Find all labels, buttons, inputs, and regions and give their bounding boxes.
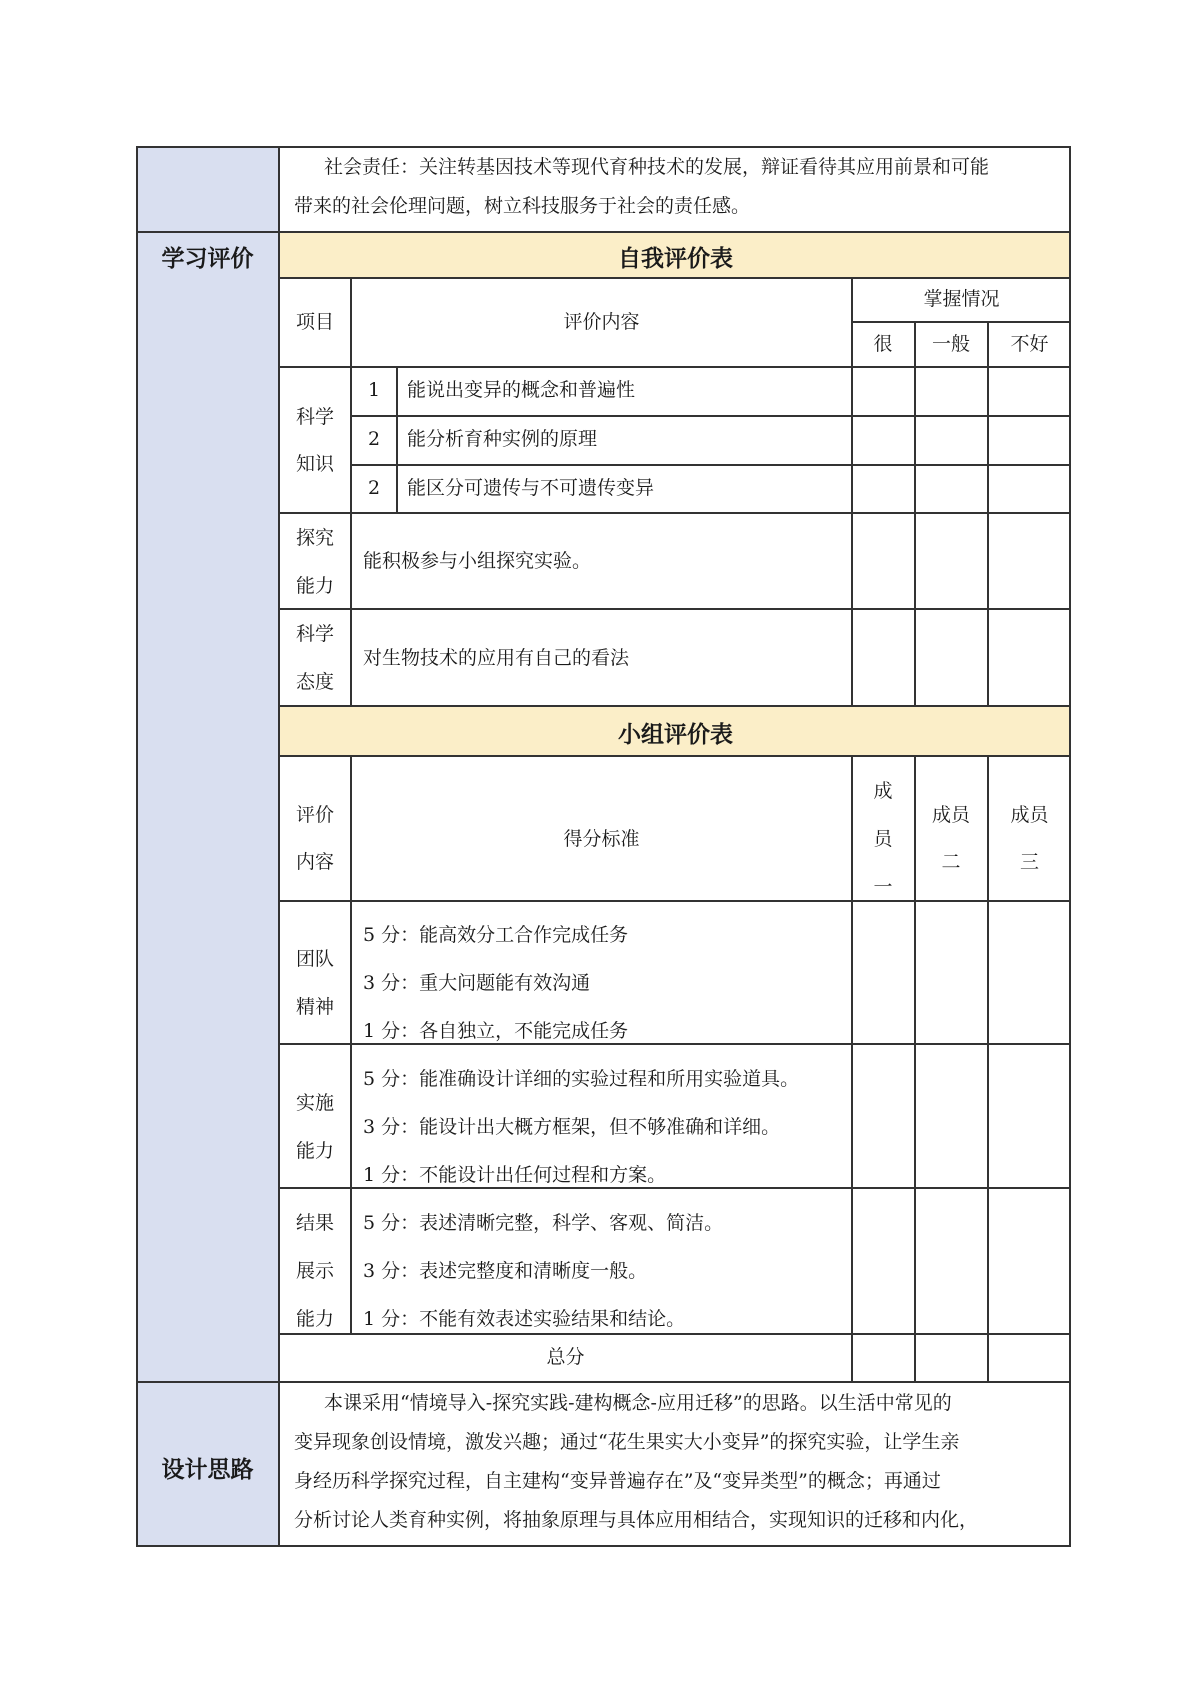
- criterion-label-line: 结果: [295, 1212, 334, 1234]
- criterion-item: 3 分：能设计出大概方框架，但不够准确和详细。: [363, 1116, 781, 1138]
- col-line: [914, 321, 916, 705]
- member-header-line: 三: [1019, 851, 1039, 873]
- row-line: [278, 705, 1071, 707]
- design-line-1: 本课采用“情境导入-探究实践-建构概念-应用迁移”的思路。以生活中常见的: [324, 1392, 952, 1414]
- criterion-label-line: 展示: [295, 1260, 334, 1282]
- section-divider: [136, 1381, 1071, 1383]
- row-line: [278, 277, 1071, 279]
- criterion-label-line: 能力: [295, 1140, 334, 1162]
- col-header-content-line: 内容: [295, 851, 334, 873]
- border-right: [1069, 146, 1071, 1547]
- row-text: 对生物技术的应用有自己的看法: [363, 647, 630, 669]
- col-line: [987, 755, 989, 1381]
- group-label-line: 知识: [295, 453, 334, 475]
- total-label: 总分: [546, 1346, 585, 1368]
- lesson-plan-table: [136, 146, 1071, 1547]
- row-line: [278, 755, 1071, 757]
- criterion-label-line: 精神: [295, 996, 334, 1018]
- criterion-item: 1 分：不能有效表述实验结果和结论。: [363, 1308, 686, 1330]
- responsibility-line-1: 社会责任：关注转基因技术等现代育种技术的发展，辩证看待其应用前景和可能: [324, 156, 990, 178]
- col-line: [914, 755, 916, 1381]
- section-label-evaluation: 学习评价: [161, 246, 254, 272]
- row-text: 能分析育种实例的原理: [407, 428, 598, 450]
- row-line: [278, 900, 1071, 902]
- member-header-line: 成员: [931, 804, 970, 826]
- criterion-item: 1 分：各自独立，不能完成任务: [363, 1020, 629, 1042]
- border-bottom: [136, 1545, 1071, 1547]
- border-top: [136, 146, 1071, 148]
- row-line: [278, 512, 1071, 514]
- group-label-line: 能力: [295, 575, 334, 597]
- criterion-item: 3 分：表述完整度和清晰度一般。: [363, 1260, 648, 1282]
- criterion-label-line: 实施: [295, 1092, 334, 1114]
- design-line-4: 分析讨论人类育种实例，将抽象原理与具体应用相结合，实现知识的迁移和内化，: [294, 1509, 979, 1531]
- group-eval-title: 小组评价表: [618, 722, 733, 748]
- col-header-standard: 得分标准: [563, 828, 640, 850]
- row-line: [278, 608, 1071, 610]
- member-header-line: 员: [873, 828, 893, 850]
- responsibility-line-2: 带来的社会伦理问题，树立科技服务于社会的责任感。: [294, 195, 751, 217]
- row-line: [278, 1187, 1071, 1189]
- group-label-line: 科学: [295, 623, 334, 645]
- row-line: [278, 1333, 1071, 1335]
- col-header-mastery: 掌握情况: [923, 288, 1000, 310]
- border-left: [136, 146, 138, 1547]
- criterion-label-line: 团队: [295, 948, 334, 970]
- row-number: 2: [367, 428, 381, 450]
- member-header-line: 二: [941, 851, 961, 873]
- col-header-item: 项目: [295, 311, 334, 333]
- criterion-item: 5 分：表述清晰完整，科学、客观、简洁。: [363, 1212, 724, 1234]
- column-divider: [278, 146, 280, 1547]
- row-line: [350, 415, 1071, 417]
- section-label-design: 设计思路: [161, 1457, 254, 1483]
- row-line: [851, 321, 1071, 323]
- col-line: [396, 366, 398, 512]
- group-label-line: 科学: [295, 406, 334, 428]
- row-number: 2: [367, 477, 381, 499]
- group-label-line: 探究: [295, 527, 334, 549]
- design-line-2: 变异现象创设情境，激发兴趣；通过“花生果实大小变异”的探究实验，让学生亲: [294, 1431, 960, 1453]
- row-text: 能积极参与小组探究实验。: [363, 550, 592, 572]
- member-header-line: 一: [873, 876, 893, 898]
- col-header-content-line: 评价: [295, 804, 334, 826]
- row-text: 能区分可遗传与不可遗传变异: [407, 477, 655, 499]
- row-line: [278, 1043, 1071, 1045]
- criterion-item: 5 分：能准确设计详细的实验过程和所用实验道具。: [363, 1068, 800, 1090]
- row-text: 能说出变异的概念和普遍性: [407, 379, 636, 401]
- section-label-column: [136, 146, 279, 1547]
- group-label-line: 态度: [295, 671, 334, 693]
- row-number: 1: [367, 379, 381, 401]
- criterion-item: 1 分：不能设计出任何过程和方案。: [363, 1164, 667, 1186]
- row-line: [350, 464, 1071, 466]
- level-header: 很: [873, 333, 893, 355]
- col-line: [987, 321, 989, 705]
- member-header-line: 成员: [1010, 804, 1049, 826]
- design-line-3: 身经历科学探究过程，自主建构“变异普遍存在”及“变异类型”的概念；再通过: [294, 1470, 941, 1492]
- criterion-item: 3 分：重大问题能有效沟通: [363, 972, 591, 994]
- level-header: 不好: [1010, 333, 1049, 355]
- self-eval-title: 自我评价表: [618, 246, 733, 272]
- criterion-label-line: 能力: [295, 1308, 334, 1330]
- section-divider: [136, 231, 1071, 233]
- level-header: 一般: [931, 333, 970, 355]
- criterion-item: 5 分：能高效分工合作完成任务: [363, 924, 629, 946]
- member-header-line: 成: [873, 780, 893, 802]
- col-header-content: 评价内容: [563, 311, 640, 333]
